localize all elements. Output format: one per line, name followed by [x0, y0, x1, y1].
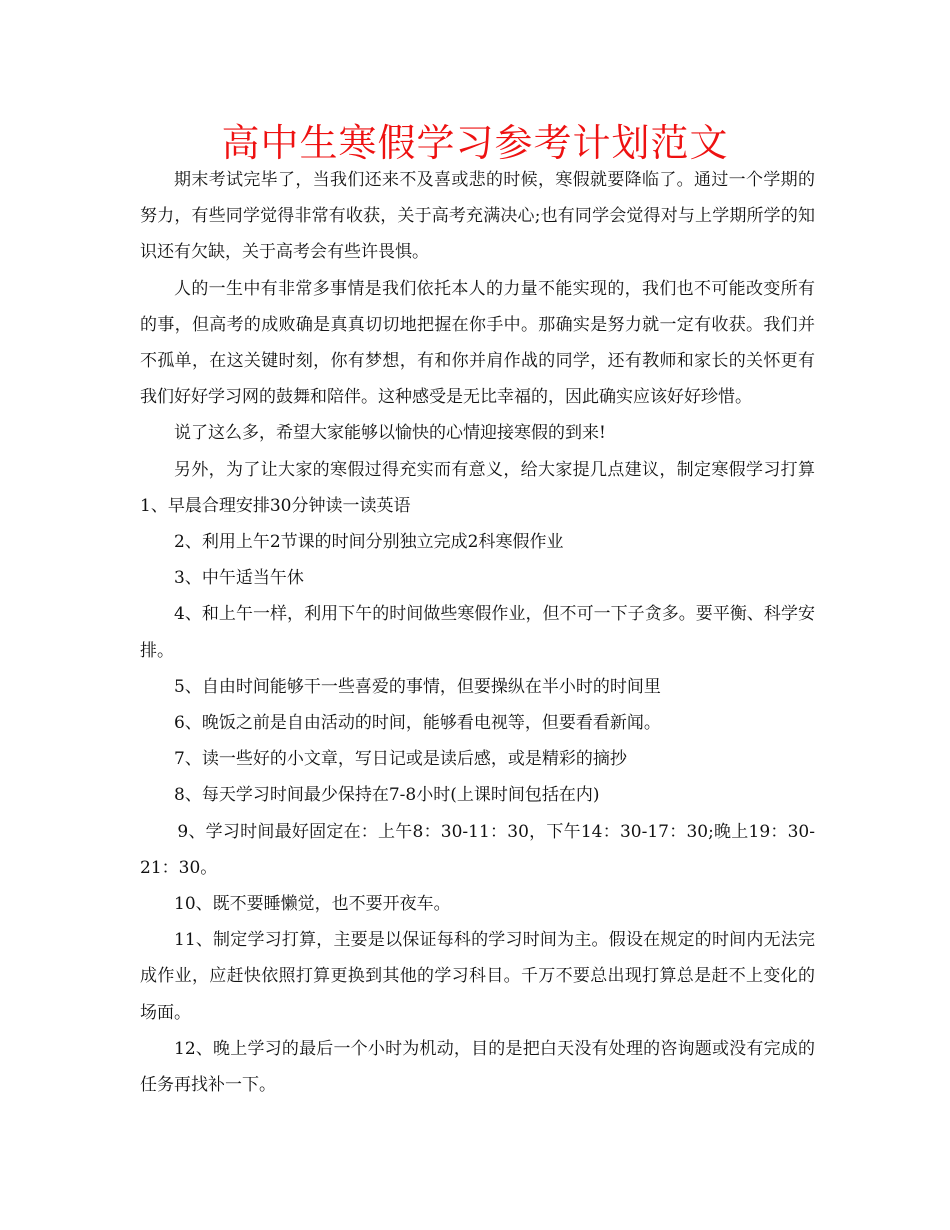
list-item-12: 12、晚上学习的最后一个小时为机动，目的是把白天没有处理的咨询题或没有完成的任务再找补一下。 [140, 1038, 815, 1096]
list-item-3: 3、中午适当午休 [174, 568, 304, 589]
paragraph-suggestions: 另外，为了让大家的寒假过得充实而有意义，给大家提几点建议，制定寒假学习打算 1、早晨合理安排30分钟读一读英语 [140, 459, 849, 516]
list-item-9: 9、学习时间最好固定在：上午8：30-11：30，下午14：30-17：30;晚上19：30-21：30。 [140, 821, 815, 878]
list-item-5: 5、自由时间能够干一些喜爱的事情，但要操纵在半小时的时间里 [174, 676, 661, 697]
list-item-4: 4、和上午一样，利用下午的时间做些寒假作业，但不可一下子贪多。要平衡、科学安排。 [140, 604, 815, 661]
paragraph-effort: 人的一生中有非常多事情是我们依托本人的力量不能实现的，我们也不可能改变所有的事，但高考的成败确是真真切切地把握在你手中。那确实是努力就一定有收获。我们并不孤单，在这关键时刻，你有梦想，有和你并肩作战的同学，还有教师和家长的关怀更有我们好好学习网的鼓舞和陪伴。这种感受是无比幸福的，因此确实应该好好珍惜。 [140, 278, 815, 408]
list-item-10: 10、既不要睡懒觉，也不要开夜车。 [174, 894, 451, 915]
list-item-7: 7、读一些好的小文章，写日记或是读后感，或是精彩的摘抄 [174, 749, 627, 770]
document-title: 高中生寒假学习参考计划范文 [221, 121, 729, 165]
list-item-6: 6、晚饭之前是自由活动的时间，能够看电视等，但要看看新闻。 [174, 713, 661, 734]
paragraph-intro: 期末考试完毕了，当我们还来不及喜或悲的时候，寒假就要降临了。通过一个学期的努力，有些同学觉得非常有收获，关于高考充满决心;也有同学会觉得对与上学期所学的知识还有欠缺，关于高考会有些许畏惧。 [140, 170, 815, 263]
paragraph-wish: 说了这么多，希望大家能够以愉快的心情迎接寒假的到来! [174, 423, 606, 444]
list-item-2: 2、利用上午2节课的时间分别独立完成2科寒假作业 [174, 532, 564, 553]
list-item-11: 11、制定学习打算，主要是以保证每科的学习时间为主。假设在规定的时间内无法完成作业，应赶快依照打算更换到其他的学习科目。千万不要总出现打算总是赶不上变化的场面。 [140, 930, 815, 1023]
document-body [140, 162, 849, 1103]
list-item-8: 8、每天学习时间最少保持在7-8小时(上课时间包括在内) [174, 785, 600, 806]
